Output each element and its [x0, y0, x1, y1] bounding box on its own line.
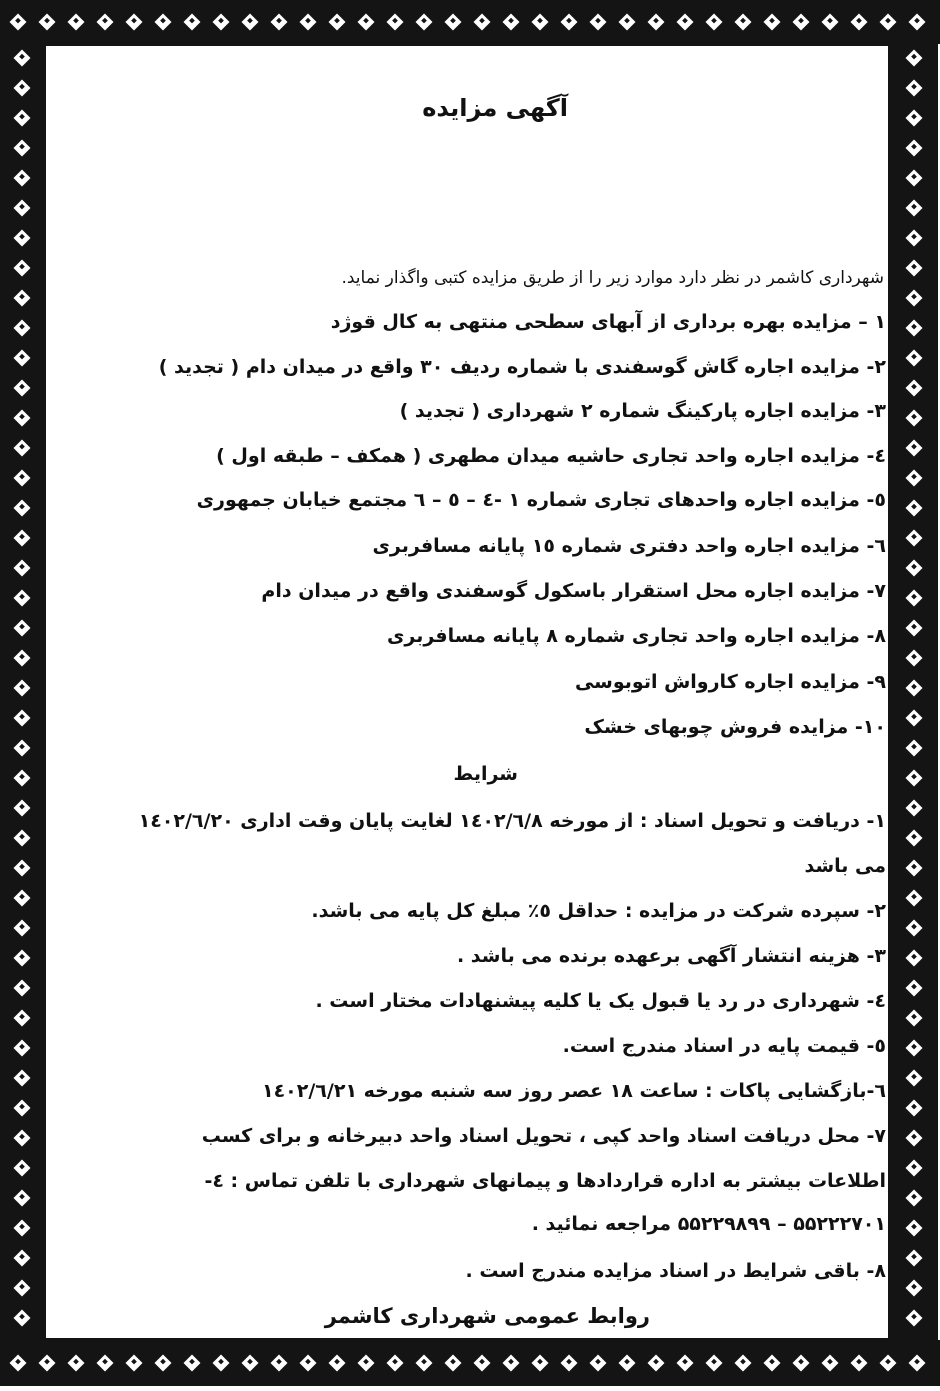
- condition-line: ٤- شهرداری در رد یا قبول یک یا کلیه پیشنهادات مختار است .: [315, 990, 886, 1012]
- condition-line: اطلاعات بیشتر به اداره قراردادها و پیمانهای شهرداری با تلفن تماس : ٤-: [204, 1170, 886, 1192]
- auction-item: ۳- مزایده اجاره پارکینگ شماره ۲ شهرداری ( تجدید ): [399, 400, 886, 422]
- auction-item: ٥- مزایده اجاره واحدهای تجاری شماره ۱ -٤ – ٥ – ٦ مجتمع خیابان جمهوری: [196, 489, 886, 511]
- auction-item: ۹- مزایده اجاره کارواش اتوبوسی: [574, 671, 886, 693]
- condition-line: ٥- قیمت پایه در اسناد مندرج است.: [562, 1035, 886, 1057]
- auction-item: ۸- مزایده اجاره واحد تجاری شماره ۸ پایانه مسافربری: [386, 625, 886, 647]
- auction-item: ۱ – مزایده بهره برداری از آبهای سطحی منتهی به کال قوژد: [330, 311, 886, 333]
- condition-line: ۸- باقی شرایط در اسناد مزایده مندرج است .: [465, 1260, 886, 1282]
- condition-line: ۲- سپرده شرکت در مزایده : حداقل ٥٪ مبلغ کل پایه می باشد.: [311, 900, 886, 922]
- auction-item: ۷- مزایده اجاره محل استقرار باسکول گوسفندی واقع در میدان دام: [261, 580, 886, 602]
- auction-item: ٦- مزایده اجاره واحد دفتری شماره ۱٥ پایانه مسافربری: [372, 535, 886, 557]
- condition-line: ۵۵۲۲۲۷۰۱ – ۵۵۲۲۹۸۹۹ مراجعه نمائید .: [531, 1213, 886, 1235]
- auction-item: ۲- مزایده اجاره گاش گوسفندی با شماره ردیف ۳۰ واقع در میدان دام ( تجدید ): [158, 356, 886, 378]
- condition-line: ۱- دریافت و تحویل اسناد : از مورخه ۱٤۰۲/٦/۸ لغایت پایان وقت اداری ۱٤۰۲/٦/۲۰: [138, 810, 886, 832]
- condition-line: می باشد: [804, 855, 886, 877]
- notice-intro: شهرداری کاشمر در نظر دارد موارد زیر را از طریق مزایده کتبی واگذار نماید.: [341, 268, 884, 288]
- condition-line: ۳- هزینه انتشار آگهی برعهده برنده می باشد .: [456, 945, 886, 967]
- notice-title: آگهی مزایده: [422, 94, 568, 122]
- signature: روابط عمومی شهرداری کاشمر: [324, 1304, 650, 1328]
- conditions-heading: شرایط: [453, 763, 518, 785]
- condition-line: ٦-بازگشایی پاکات : ساعت ۱۸ عصر روز سه شنبه مورخه ۱٤۰۲/٦/۲۱: [261, 1080, 886, 1102]
- auction-item: ۱۰- مزایده فروش چوبهای خشک: [584, 716, 886, 738]
- auction-item: ٤- مزایده اجاره واحد تجاری حاشیه میدان مطهری ( همکف – طبقه اول ): [216, 445, 886, 467]
- condition-line: ۷- محل دریافت اسناد واحد کپی ، تحویل اسناد واحد دبیرخانه و برای کسب: [201, 1125, 886, 1147]
